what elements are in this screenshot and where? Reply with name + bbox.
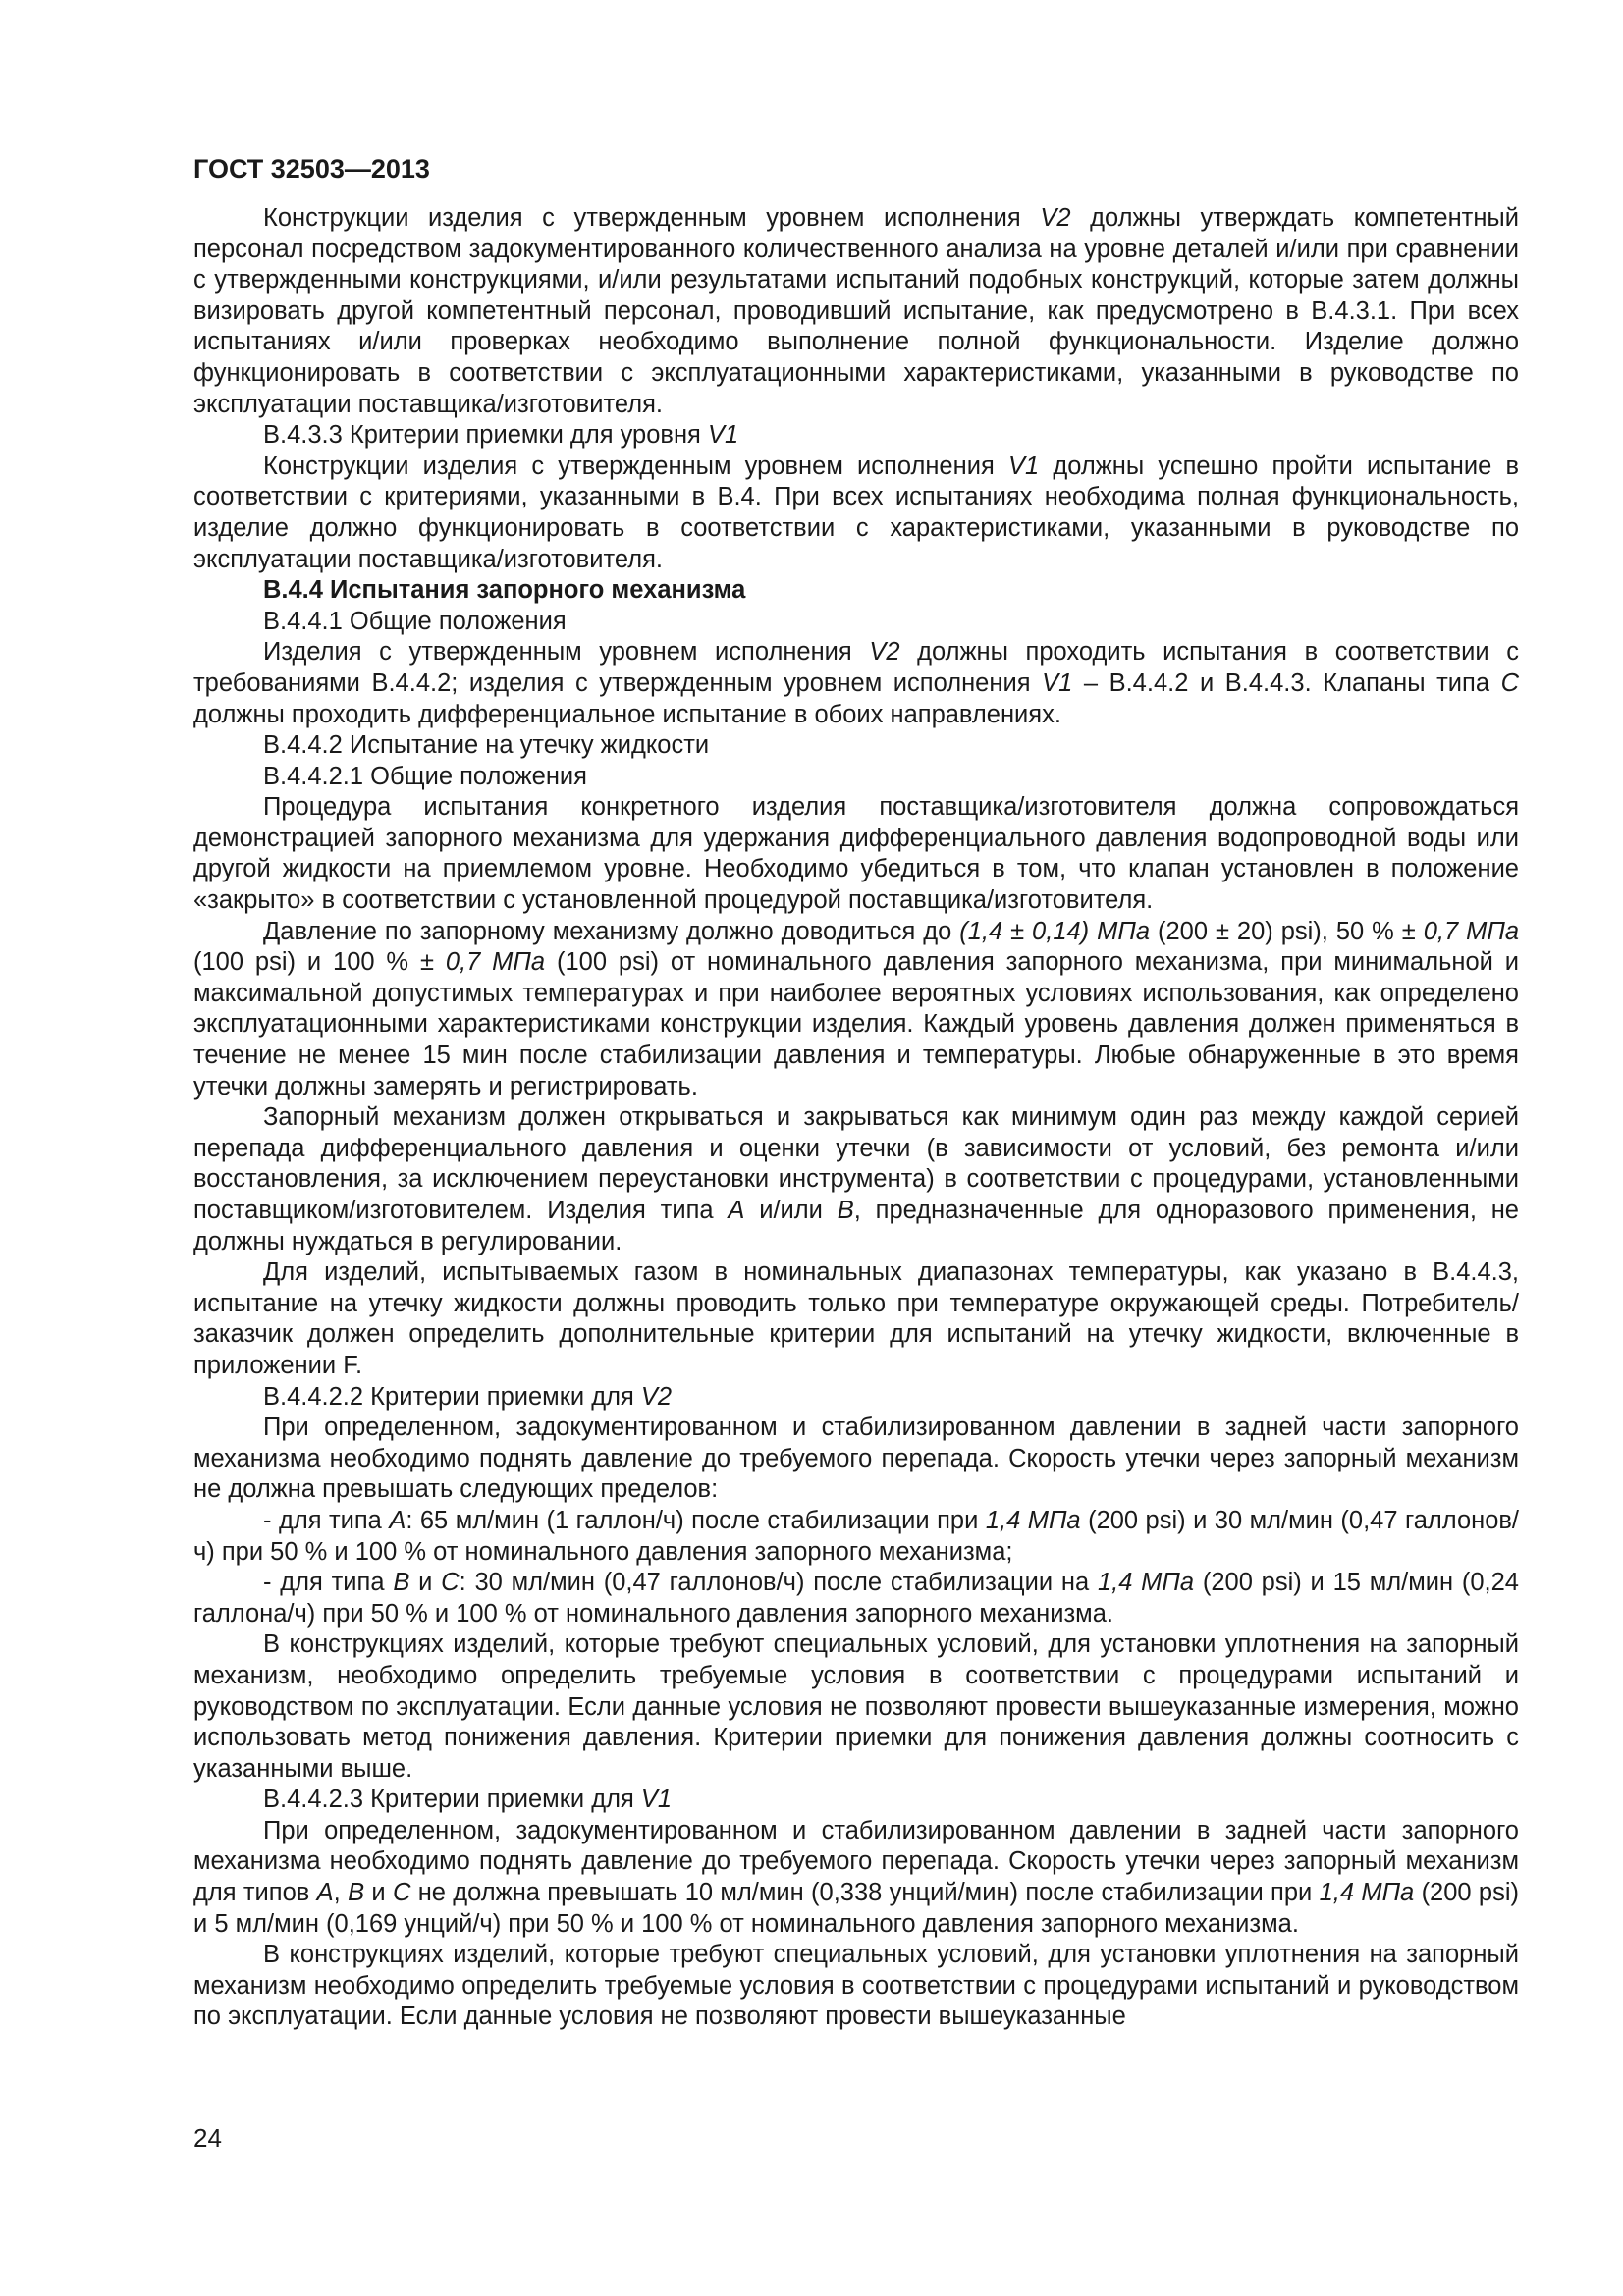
document-header: ГОСТ 32503—2013 [193,154,430,184]
paragraph: В конструкциях изделий, которые требуют специальных условий, для установки уплотнения на запорный механизм, необходимо определить требуемые условия в соответствии с процедурами испытаний и руководством по эксплуатации. Если данные условия не позволяют провести вышеуказанные измерения, можно использовать метод понижения давления. Критерии приемки для понижения давления должны соотносить с указанными выше. [193,1630,1519,1783]
paragraph: Процедура испытания конкретного изделия поставщика/изготовителя должна сопровождаться демонстрацией запорного механизма для удержания дифференциального давления водопроводной воды или другой жидкости на приемлемом уровне. Необходимо убедиться в том, что клапан установлен в положение «закрыто» в соответствии с установленной процедурой поставщика/изготовителя. [193,793,1519,915]
paragraph: - для типа А: 65 мл/мин (1 галлон/ч) после стабилизации при 1,4 МПа (200 psi) и 30 мл/мин (0,47 галлонов/ч) при 50 % и 100 % от номинального давления запорного механизма; [193,1506,1520,1566]
section-heading: В.4.4 Испытания запорного механизма [263,576,746,605]
document-body [193,203,1519,2033]
paragraph: В.4.4.2.3 Критерии приемки для V1 [263,1786,673,1814]
paragraph: Конструкции изделия с утвержденным уровнем исполнения V1 должны успешно пройти испытание в соответствии с критериями, указанными в В.4. При всех испытаниях необходима полная функциональность, изделие должно функционировать в соответствии с характеристиками, указанными в руководстве по эксплуатации поставщика/изготовителя. [193,452,1519,573]
paragraph: Изделия с утвержденным уровнем исполнения V2 должны проходить испытания в соответствии с требованиями В.4.4.2; изделия с утвержденным уровнем исполнения V1 – В.4.4.2 и В.4.4.3. Клапаны типа С должны проходить дифференциальное испытание в обоих направлениях. [193,638,1519,728]
paragraph: В конструкциях изделий, которые требуют специальных условий, для установки уплотнения на запорный механизм необходимо определить требуемые условия в соответствии с процедурами испытаний и руководством по эксплуатации. Если данные условия не позволяют провести вышеуказанные [193,1941,1519,2031]
paragraph: Запорный механизм должен открываться и закрываться как минимум один раз между каждой серией перепада дифференциального давления и оценки утечки (в зависимости от условий, без ремонта и/или восстановления, за исключением переустановки инструмента) в соответствии с процедурами, установленными поставщиком/изготовителем. Изделия типа А и/или В, предназначенные для одноразового применения, не должны нуждаться в регулировании. [193,1103,1519,1255]
page-number: 24 [193,2123,222,2153]
paragraph: При определенном, задокументированном и стабилизированном давлении в задней части запорного механизма необходимо поднять давление до требуемого перепада. Скорость утечки через запорный механизм для типов А, В и С не должна превышать 10 мл/мин (0,338 унций/мин) после стабилизации при 1,4 МПа (200 psi) и 5 мл/мин (0,169 унций/ч) при 50 % и 100 % от номинального давления запорного механизма. [193,1816,1520,1938]
paragraph: - для типа В и С: 30 мл/мин (0,47 галлонов/ч) после стабилизации на 1,4 МПа (200 psi) и 15 мл/мин (0,24 галлона/ч) при 50 % и 100 % от номинального давления запорного механизма. [193,1569,1519,1628]
paragraph: Конструкции изделия с утвержденным уровнем исполнения V2 должны утверждать компетентный персонал посредством задокументированного количественного анализа на уровне деталей и/или при сравнении с утвержденными конструкциями, и/или результатами испытаний подобных конструкций, которые затем должны визировать другой компетентный персонал, проводивший испытание, как предусмотрено в В.4.3.1. При всех испытаниях и/или проверках необходимо выполнение полной функциональности. Изделие должно функционировать в соответствии с эксплуатационными характеристиками, указанными в руководстве по эксплуатации поставщика/изготовителя. [193,204,1519,418]
paragraph: В.4.4.1 Общие положения [263,607,567,635]
paragraph: Для изделий, испытываемых газом в номинальных диапазонах температуры, как указано в В.4.4.3, испытание на утечку жидкости должны проводить только при температуре окружающей среды. Потребитель/заказчик должен определить дополнительные критерии для испытаний на утечку жидкости, включенные в приложении F. [193,1258,1519,1379]
paragraph: В.4.4.2.1 Общие положения [263,762,587,790]
paragraph: В.4.4.2.2 Критерии приемки для V2 [263,1382,673,1411]
paragraph: В.4.4.2 Испытание на утечку жидкости [263,731,710,760]
paragraph: В.4.3.3 Критерии приемки для уровня V1 [263,421,739,450]
paragraph: При определенном, задокументированном и стабилизированном давлении в задней части запорного механизма необходимо поднять давление до требуемого перепада. Скорость утечки через запорный механизм не должна превышать следующих пределов: [193,1414,1519,1504]
paragraph: Давление по запорному механизму должно доводиться до (1,4 ± 0,14) МПа (200 ± 20) psi), 50 % ± 0,7 МПа (100 psi) и 100 % ± 0,7 МПа (100 psi) от номинального давления запорного механизма, при минимальной и максимальной допустимых температурах и при наиболее вероятных условиях использования, как определено эксплуатационными характеристиками конструкции изделия. Каждый уровень давления должен применяться в течение не менее 15 мин после стабилизации давления и температуры. Любые обнаруженные в это время утечки должны замерять и регистрировать. [193,917,1519,1100]
